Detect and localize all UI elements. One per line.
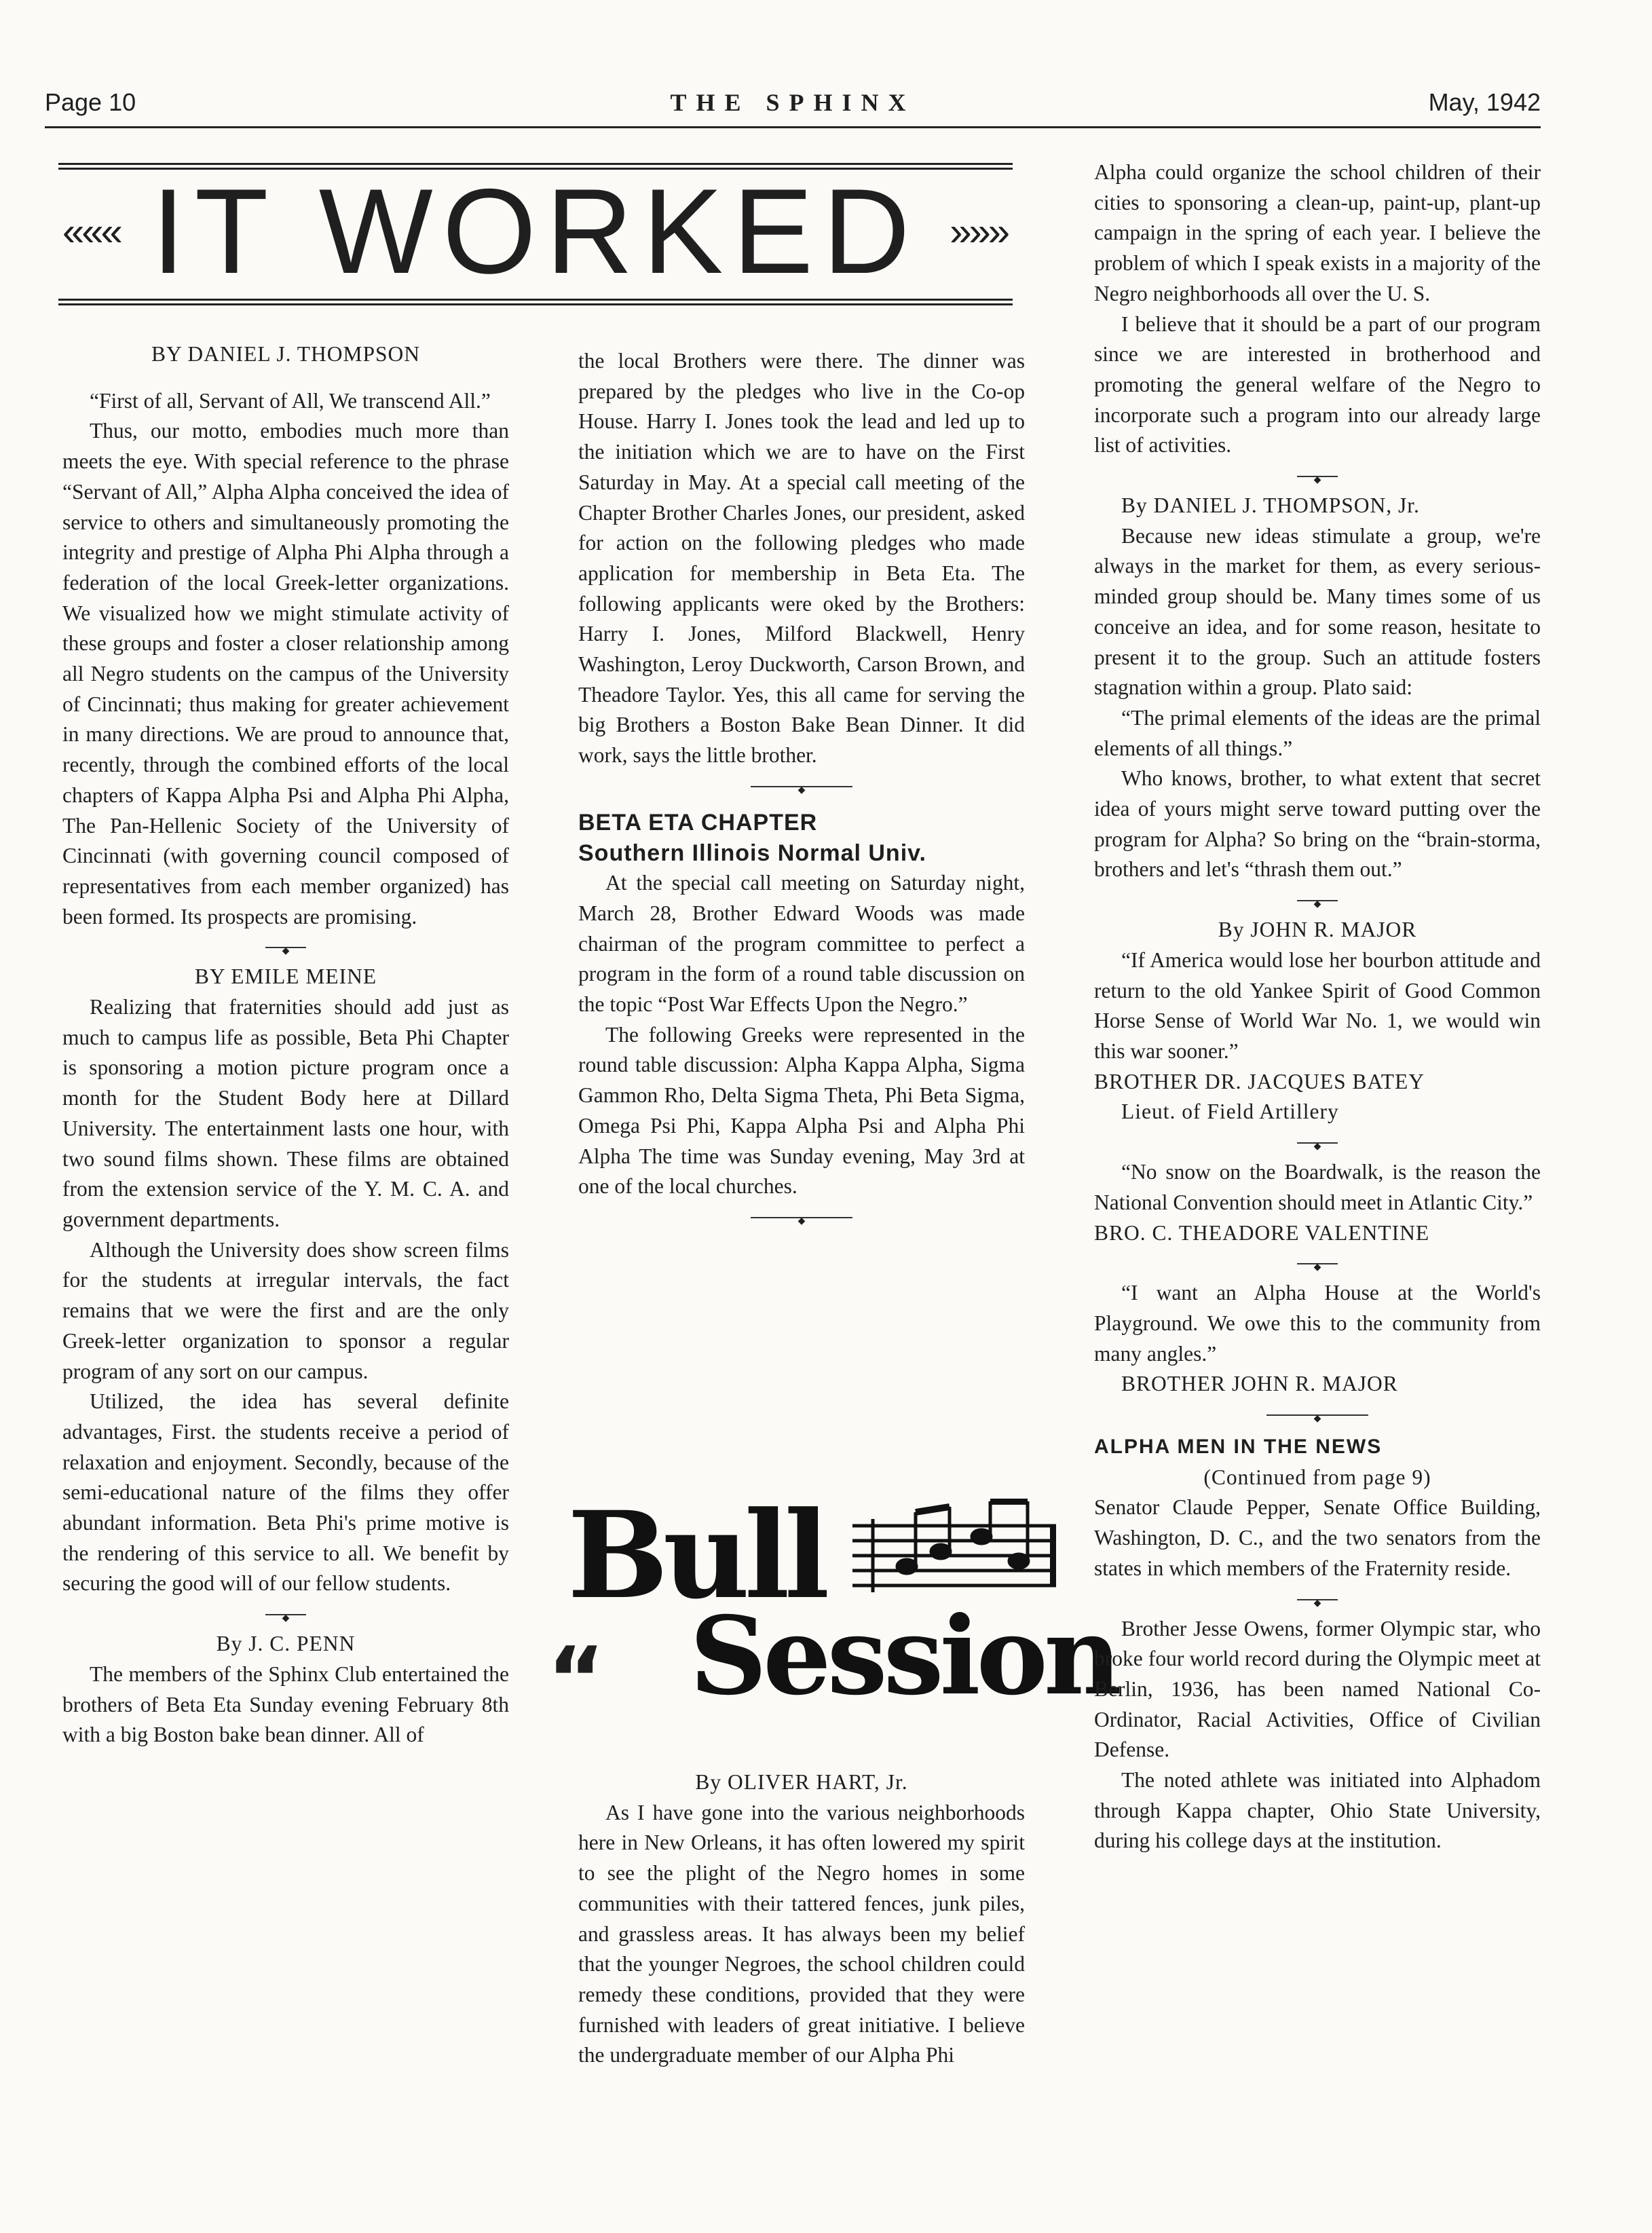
paragraph: Brother Jesse Owens, former Olympic star, who broke four world record during the Olympic meet at Berlin, 1936, has been named National Co-Ordinator, Racial Activities, Office of Civilian Defense. [1094,1616,1541,1762]
ornament-divider [1094,885,1541,915]
byline-major: By JOHN R. MAJOR [1218,918,1417,942]
logo-word-session: Session [690,1594,1118,1719]
banner-right-quotes: »»» [950,210,1007,254]
signature-major: BROTHER JOHN R. MAJOR [1121,1372,1398,1396]
issue-date: May, 1942 [1428,88,1541,116]
section-heading-alpha-men: ALPHA MEN IN THE NEWS [1094,1436,1383,1459]
paragraph: Thus, our motto, embodies much more than meets the eye. With special reference to the phrase “Servant of All,” Alpha Alpha conceived the idea of service to others and simultaneously promoting the integrity and prestige of Alpha Phi Alpha through a federation of the local Greek-letter organizations. We visualized how we might stimulate activity of these groups and foster a closer relationship among all Negro students on the campus of the University of Cincinnati; thus making for greater achievement in many directions. We are proud to announce that, recently, through the combined efforts of the local chapters of Kappa Alpha Psi and Alpha Phi Alpha, The Pan-Hellenic Society of the University of Cincinnati (with governing council composed of representatives from each member organized) has been formed. Its prospects are promising. [62,419,509,928]
paragraph: The following Greeks were represented in the round table discussion: Alpha Kappa Alpha, Sigma Gammon Rho, Delta Sigma Theta, Phi Beta Sigma, Omega Psi Phi, Kappa Alpha Psi and Alpha Phi Alpha The time was Sunday evening, May 3rd at one of the local churches. [578,1022,1025,1199]
ornament-divider [62,1599,509,1629]
ornament-divider [1094,1127,1541,1157]
signature-batey: BROTHER DR. JACQUES BATEY [1094,1069,1425,1093]
paragraph: Alpha could organize the school children of their cities to sponsoring a clean-up, paint-up, plant-up campaign in the spring of each year. I believe the problem of which I speak exists in a majority of the Negro neighborhoods all over the U. S. [1094,160,1541,305]
quote-paragraph: “If America would lose her bourbon attitude and return to the old Yankee Spirit of Good Common Horse Sense of World War No. 1, we would win this war sooner.” [1094,947,1541,1063]
paragraph: Who knows, brother, to what extent that secret idea of yours might serve toward putting over the program for Alpha? So bring on the “brain-storma, brothers and let's “thrash them out.” [1094,766,1541,882]
paragraph: “The primal elements of the ideas are the primal elements of all things.” [1094,705,1541,760]
ornament-divider [62,932,509,962]
bull-session-logo [547,1485,1118,1757]
ornament-divider [1094,1400,1541,1429]
article-banner [58,164,1013,299]
continued-note: (Continued from page 9) [1203,1465,1431,1489]
logo-word-bull: Bull [567,1485,825,1626]
section-heading-beta-eta: BETA ETA CHAPTER [578,809,818,836]
paragraph: Because new ideas stimulate a group, we're always in the market for them, as every serious-minded group should be. Many times some of us conceive an idea, and for some reason, hesitate to present it to the group. Such an attitude fosters stagnation within a group. Plato said: [1094,523,1541,700]
page-header [45,88,1541,129]
paragraph: Senator Claude Pepper, Senate Office Building, Washington, D. C., and the two senators from the states in which members of the Fraternity reside. [1094,1495,1541,1580]
banner-left-quotes: ««« [62,210,120,254]
column-1 [62,339,509,1750]
logo-quote-mark: “ [547,1628,605,1731]
header-divider [45,126,1541,128]
banner-rule-bottom [58,299,1013,305]
byline-meine: BY EMILE MEINE [194,964,377,989]
signature-title: Lieut. of Field Artillery [1121,1100,1339,1124]
page-number: Page 10 [45,88,136,116]
paragraph: the local Brothers were there. The dinner was prepared by the pledges who live in the Co-op House. Harry I. Jones took the lead and led up to the initiation which we are to have on the First Saturday in May. At a special call meeting of the Chapter Brother Charles Jones, our president, asked for action on the following pledges who made application for membership in Beta Eta. The following applicants were oked by the Brothers: Harry I. Jones, Milford Blackwell, Henry Washington, Leroy Duckworth, Carson Brown, and Theadore Taylor. Yes, this all came for serving the big Brothers a Boston Bake Bean Dinner. It did work, says the little brother. [578,349,1025,768]
ornament-divider [1094,1584,1541,1614]
banner-title: IT WORKED [151,164,920,299]
music-staff-icon [852,1499,1056,1600]
ornament-divider [578,771,1025,801]
paragraph: Although the University does show screen films for the students at irregular intervals, the fact remains that we were the first and are the only Greek-letter organization to sponsor a regular program of any sort on our campus. [62,1237,509,1383]
signature-valentine: BRO. C. THEADORE VALENTINE [1094,1220,1430,1245]
paragraph: The noted athlete was initiated into Alphadom through Kappa chapter, Ohio State University, during his college days at the institution. [1094,1768,1541,1853]
paragraph: “First of all, Servant of All, We transcend All.” [90,388,491,413]
paragraph: At the special call meeting on Saturday night, March 28, Brother Edward Woods was made chairman of the program committee to perfect a program in the form of a round table discussion on the topic “Post War Effects Upon the Negro.” [578,871,1025,1017]
byline-hart: By OLIVER HART, Jr. [695,1770,908,1794]
byline-penn: By J. C. PENN [216,1632,356,1656]
paragraph: The members of the Sphinx Club entertained the brothers of Beta Eta Sunday evening February 8th with a big Boston bake bean dinner. All of [62,1662,509,1747]
ornament-divider [578,1202,1025,1232]
ornament-divider [1094,1248,1541,1278]
byline-thompson-jr: By DANIEL J. THOMPSON, Jr. [1121,493,1420,518]
paragraph: As I have gone into the various neighborhoods here in New Orleans, it has often lowered my spirit to see the plight of the Negro homes in some communities with their tattered fences, junk piles, and grassless areas. It has always been my belief that the younger Negroes, the school children could remedy these conditions, provided that they were furnished with leaders of great initiative. I believe the undergraduate member of our Alpha Phi [578,1800,1025,2067]
quote-paragraph: “I want an Alpha House at the World's Playground. We owe this to the community from many angles.” [1094,1281,1541,1366]
paragraph: Utilized, the idea has several definite advantages, First. the students receive a period of relaxation and enjoyment. Secondly, because of the semi-educational nature of the films they offer abundant information. Beta Phi's prime motive is the rendering of this service to all. We benefit by securing the good will of our fellow students. [62,1389,509,1596]
column-2-continued [578,1767,1025,2071]
paragraph: Realizing that fraternities should add just as much to campus life as possible, Beta Phi Chapter is sponsoring a motion picture program once a month for the Student Body here at Dillard University. The entertainment lasts one hour, with two sound films shown. These films are obtained from the extension service of the Y. M. C. A. and government departments. [62,995,509,1231]
quote-paragraph: “No snow on the Boardwalk, is the reason the National Convention should meet in Atlantic City.” [1094,1160,1541,1214]
publication-title: THE SPHINX [670,89,916,116]
section-subheading: Southern Illinois Normal Univ. [578,840,926,866]
ornament-divider [1094,461,1541,491]
byline-thompson: BY DANIEL J. THOMPSON [151,342,421,366]
paragraph: I believe that it should be a part of our program since we are interested in brotherhood and promoting the general welfare of the Negro to incorporate such a program into our already large list of activities. [1094,312,1541,457]
column-2 [578,346,1025,1232]
column-3 [1094,157,1541,1856]
